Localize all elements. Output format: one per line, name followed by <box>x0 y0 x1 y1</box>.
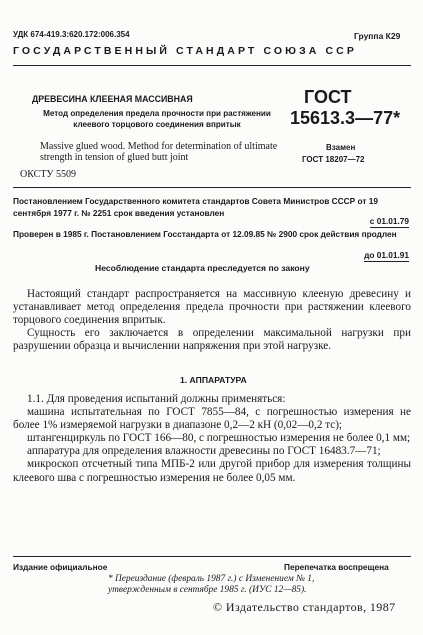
intro-paragraph-1: Настоящий стандарт распространяется на массивную клееную древесину и устанавливает метод определения предела прочности при растяжении клеевого торцового соединения впритык. <box>13 288 411 327</box>
date-until <box>364 250 409 260</box>
title-russian: ДРЕВЕСИНА КЛЕЕНАЯ МАССИВНАЯ <box>32 94 193 104</box>
section-body <box>13 393 411 485</box>
standard-banner: ГОСУДАРСТВЕННЫЙ СТАНДАРТ СОЮЗА ССР <box>13 45 357 57</box>
banner-rule <box>13 65 411 66</box>
intro-text <box>13 288 411 353</box>
replaces-value: ГОСТ 18207—72 <box>302 155 365 164</box>
section-paragraph-5: микроскоп отсчетный типа МПБ-2 или другой прибор для измерения толщины клеевого шва с погрешностью измерения не более 0,05 мм. <box>13 458 411 484</box>
law-notice: Несоблюдение стандарта преследуется по закону <box>95 263 310 273</box>
date-from <box>370 216 409 226</box>
decree-text: Постановлением Государственного комитета стандартов Совета Министров СССР от 19 сентября 1977 г. № 2251 срок введения установлен <box>13 196 378 218</box>
section-paragraph-4: аппаратура для определения влажности древесины по ГОСТ 16483.7—71; <box>27 445 381 458</box>
section-paragraph-2: машина испытательная по ГОСТ 7855—84, с погрешностью измерения не более 1% измеряемой нагрузки в диапазоне 0,2—2 кН (0,02—0,2 тс); <box>13 406 411 432</box>
replaces-label: Взамен <box>326 143 356 152</box>
subtitle-russian: Метод определения предела прочности при растяжении клеевого торцового соединения впритык <box>43 109 271 129</box>
gost-label: ГОСТ <box>304 87 352 107</box>
section-heading: 1. АППАРАТУРА <box>180 375 247 385</box>
title-english: Massive glued wood. Method for determination of ultimate strength in tension of glued butt joint <box>40 141 278 163</box>
date-from-value: с 01.01.79 <box>369 216 409 226</box>
copyright: © Издательство стандартов, 1987 <box>213 600 396 614</box>
section-paragraph-1: 1.1. Для проведения испытаний должны применяться: <box>27 393 286 405</box>
reissue-note: * Переиздание (февраль 1987 г.) с Изменением № 1, утвержденным в сентябре 1985 г. (ИУС 12—85). <box>108 574 315 595</box>
reprint-prohibited: Перепечатка воспрещена <box>284 562 389 572</box>
udk-code: УДК 674-419.3:620.172:006.354 <box>13 30 130 39</box>
gost-number: 15613.3—77* <box>290 108 401 128</box>
date-until-value: до 01.01.91 <box>364 250 409 260</box>
decree-top-rule <box>13 187 411 188</box>
footer-rule <box>13 556 411 557</box>
check-text: Проверен в 1985 г. Постановлением Госстандарта от 12.09.85 № 2900 срок действия продлен <box>13 229 397 239</box>
intro-paragraph-2: Сущность его заключается в определении максимальной нагрузки при разрушении образца и вычислении напряжения при этой нагрузке. <box>13 327 411 353</box>
official-edition: Издание официальное <box>13 562 108 572</box>
group-code: Группа К29 <box>354 31 401 41</box>
section-paragraph-3: штангенциркуль по ГОСТ 166—80, с погрешностью измерения не более 0,1 мм; <box>27 432 411 445</box>
okstu-code: ОКСТУ 5509 <box>20 169 77 180</box>
